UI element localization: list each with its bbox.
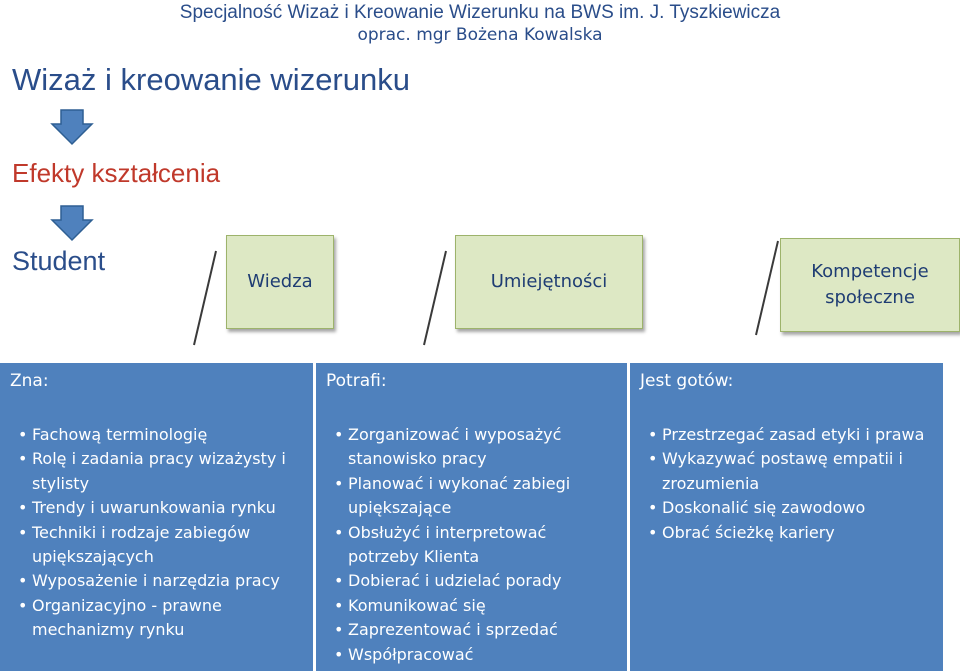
panel-knows-list <box>18 423 298 643</box>
page-title: Wizaż i kreowanie wizerunku <box>12 62 410 97</box>
list-item: • Obrać ścieżkę kariery <box>648 521 938 545</box>
panel-knows <box>0 363 313 671</box>
list-item: • Komunikować się <box>334 594 609 618</box>
connector-line-1 <box>194 251 216 345</box>
panel-ready <box>630 363 943 671</box>
list-item: • Rolę i zadania pracy wizażysty i stylisty <box>18 447 298 496</box>
list-item: • Zaprezentować i sprzedać <box>334 618 609 642</box>
list-item: • Obsłużyć i interpretować potrzeby Klienta <box>334 521 609 570</box>
list-item: • Doskonalić się zawodowo <box>648 496 938 520</box>
list-item: • Przestrzegać zasad etyki i prawa <box>648 423 938 447</box>
connector-line-3 <box>756 241 778 335</box>
panel-ready-heading: Jest gotów: <box>640 371 734 391</box>
header-line-2: oprac. mgr Bożena Kowalska <box>357 25 603 45</box>
learning-outcomes-heading: Efekty kształcenia <box>12 158 221 188</box>
header-line-1: Specjalność Wizaż i Kreowanie Wizerunku na BWS im. J. Tyszkiewicza <box>179 2 781 23</box>
category-skills-box <box>455 235 643 329</box>
panel-can <box>316 363 627 671</box>
connector-line-2 <box>424 251 446 345</box>
category-knowledge-label: Wiedza <box>247 271 313 292</box>
list-item: • Fachową terminologię <box>18 423 298 447</box>
panel-can-heading: Potrafi: <box>326 371 387 391</box>
list-item: • Trendy i uwarunkowania rynku <box>18 496 298 520</box>
category-skills-label: Umiejętności <box>490 271 608 292</box>
panel-can-list <box>334 423 609 667</box>
list-item: • Techniki i rodzaje zabiegów upiększających <box>18 521 298 570</box>
category-competences-box <box>780 238 960 332</box>
category-competences-label-line1: Kompetencje <box>811 261 929 282</box>
student-label: Student <box>12 246 106 276</box>
list-item: • Zorganizować i wyposażyć stanowisko pracy <box>334 423 609 472</box>
list-item: • Organizacyjno - prawne mechanizmy rynku <box>18 594 298 643</box>
list-item: • Współpracować <box>334 643 609 667</box>
panel-knows-heading: Zna: <box>10 371 49 391</box>
list-item: • Dobierać i udzielać porady <box>334 569 609 593</box>
list-item: • Planować i wykonać zabiegi upiększające <box>334 472 609 521</box>
list-item: • Wykazywać postawę empatii i zrozumienia <box>648 447 938 496</box>
category-competences-label-line2: społeczne <box>825 287 915 308</box>
list-item: • Wyposażenie i narzędzia pracy <box>18 569 298 593</box>
category-knowledge-box <box>226 235 334 329</box>
panel-ready-list <box>648 423 938 545</box>
